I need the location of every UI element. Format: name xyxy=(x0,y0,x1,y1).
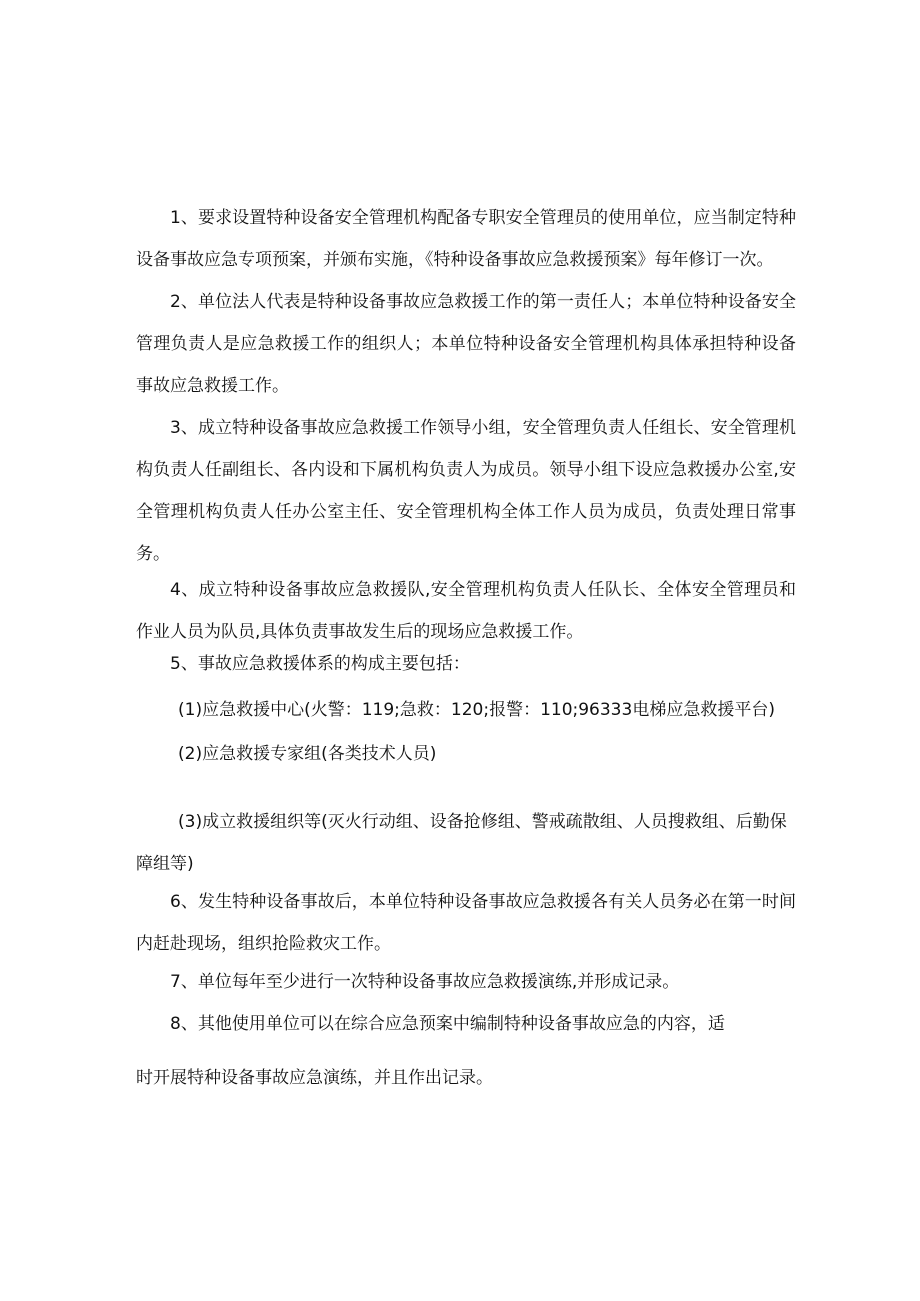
paragraph-8-continuation: 时开展特种设备事故应急演练，并且作出记录。 xyxy=(136,1068,493,1088)
paragraph-8: 8、其他使用单位可以在综合应急预案中编制特种设备事故应急的内容，适 xyxy=(170,1014,725,1034)
paragraph-1: 1、要求设置特种设备安全管理机构配备专职安全管理员的使用单位，应当制定特种设备事故应急专项预案，并颁布实施，《特种设备事故应急救援预案》每年修订一次。 xyxy=(136,208,796,270)
paragraph-5: 5、事故应急救援体系的构成主要包括： xyxy=(170,654,470,674)
sub-item-1: (1)应急救援中心(火警：119;急救：120;报警：110;96333电梯应急救援平台) xyxy=(178,700,775,720)
paragraph-7: 7、单位每年至少进行一次特种设备事故应急救援演练,并形成记录。 xyxy=(170,972,680,992)
paragraph-6: 6、发生特种设备事故后，本单位特种设备事故应急救援各有关人员务必在第一时间内赶赴现场，组织抢险救灾工作。 xyxy=(136,892,796,954)
sub-item-3: (3)成立救援组织等(灭火行动组、设备抢修组、警戒疏散组、人员搜救组、后勤保障组等) xyxy=(136,812,787,874)
paragraph-4: 4、成立特种设备事故应急救援队,安全管理机构负责人任队长、全体安全管理员和作业人员为队员,具体负责事故发生后的现场应急救援工作。 xyxy=(136,580,796,642)
paragraph-2: 2、单位法人代表是特种设备事故应急救援工作的第一责任人；本单位特种设备安全管理负责人是应急救援工作的组织人；本单位特种设备安全管理机构具体承担特种设备事故应急救援工作。 xyxy=(136,292,796,396)
sub-item-2: (2)应急救援专家组(各类技术人员) xyxy=(178,744,437,764)
paragraph-3: 3、成立特种设备事故应急救援工作领导小组，安全管理负责人任组长、安全管理机构负责人任副组长、各内设和下属机构负责人为成员。领导小组下设应急救援办公室,安全管理机构负责人任办公室主任、安全管理机构全体工作人员为成员，负责处理日常事务。 xyxy=(136,418,796,564)
